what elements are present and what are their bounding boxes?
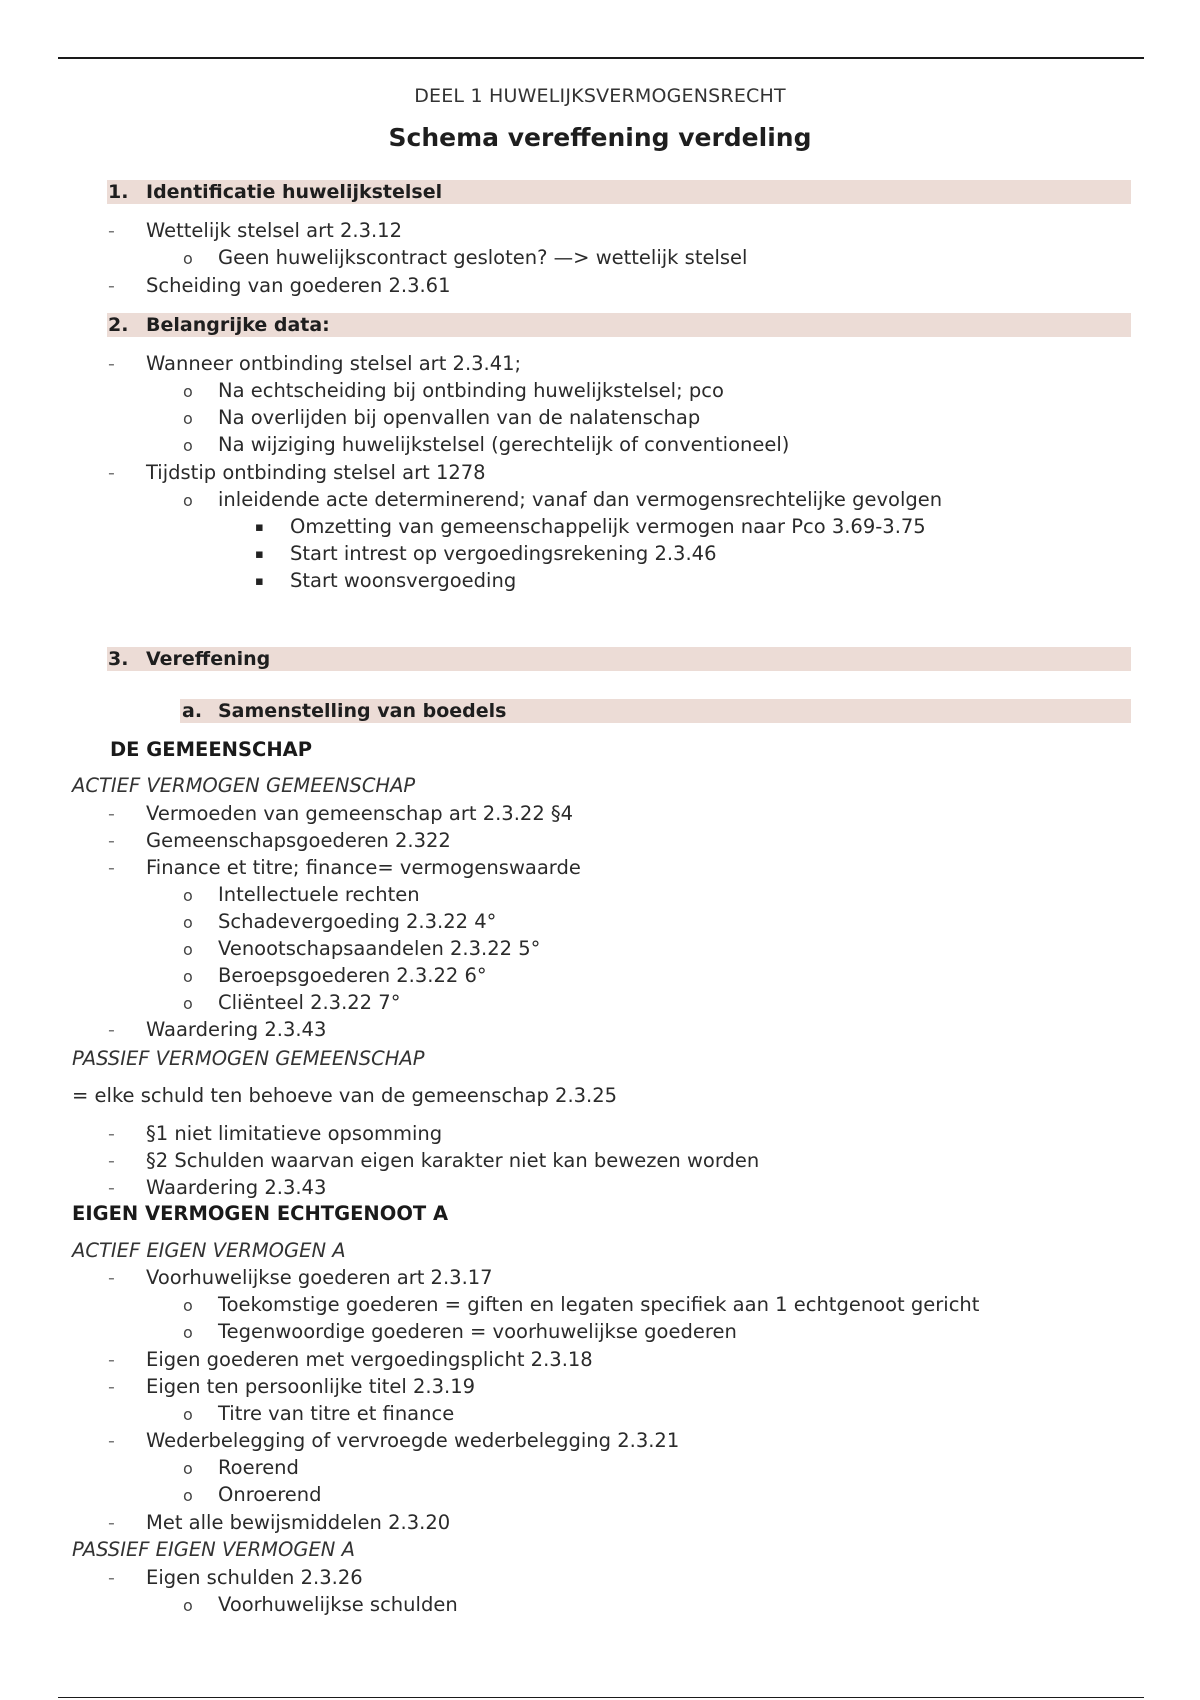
list-item: Start intrest op vergoedingsrekening 2.3.46 [290,542,717,565]
list-item: Met alle bewijsmiddelen 2.3.20 [146,1511,451,1534]
list-item: Wanneer ontbinding stelsel art 2.3.41; [146,352,522,375]
list-item: Start woonsvergoeding [290,569,517,592]
list-item: Beroepsgoederen 2.3.22 6° [218,964,487,987]
dash-marker: - [108,857,115,879]
list-item: Geen huwelijkscontract gesloten? —> wettelijk stelsel [218,246,748,269]
circle-bullet-icon: o [183,886,193,905]
dash-marker: - [108,1019,115,1041]
list-item: Onroerend [218,1483,322,1506]
list-item: Toekomstige goederen = giften en legaten specifiek aan 1 echtgenoot gericht [218,1293,980,1316]
circle-bullet-icon: o [183,994,193,1013]
circle-bullet-icon: o [183,967,193,986]
dash-marker: - [108,1123,115,1145]
list-item: Eigen schulden 2.3.26 [146,1566,363,1589]
dash-marker: - [108,1177,115,1199]
list-item: Eigen goederen met vergoedingsplicht 2.3.18 [146,1348,593,1371]
list-item: Venootschapsaandelen 2.3.22 5° [218,937,541,960]
list-item: Waardering 2.3.43 [146,1176,327,1199]
list-item: Omzetting van gemeenschappelijk vermogen naar Pco 3.69-3.75 [290,515,926,538]
bottom-rule [58,1697,1144,1698]
list-item: Waardering 2.3.43 [146,1018,327,1041]
circle-bullet-icon: o [183,913,193,932]
list-item: inleidende acte determinerend; vanaf dan vermogensrechtelijke gevolgen [218,488,943,511]
circle-bullet-icon: o [183,382,193,401]
circle-bullet-icon: o [183,409,193,428]
list-item: Schadevergoeding 2.3.22 4° [218,910,497,933]
document-title: Schema vereffening verdeling [388,123,812,152]
list-item: §1 niet limitatieve opsomming [146,1122,443,1145]
subsection-a-number: a. [182,700,203,722]
dash-marker: - [108,1150,115,1172]
dash-marker: - [108,220,115,242]
list-item: Titre van titre et finance [218,1402,455,1425]
passief-eigen-a-heading: PASSIEF EIGEN VERMOGEN A [72,1538,355,1561]
section-2-title: Belangrijke data: [146,314,330,336]
actief-eigen-a-heading: ACTIEF EIGEN VERMOGEN A [72,1239,346,1262]
dash-marker: - [108,830,115,852]
list-item: Voorhuwelijkse schulden [218,1593,458,1616]
top-rule [58,57,1144,59]
circle-bullet-icon: o [183,249,193,268]
dash-marker: - [108,1349,115,1371]
list-item: Vermoeden van gemeenschap art 2.3.22 §4 [146,802,574,825]
list-item: §2 Schulden waarvan eigen karakter niet kan bewezen worden [146,1149,760,1172]
section-3-title: Vereffening [146,648,271,670]
dash-marker: - [108,353,115,375]
subsection-a-title: Samenstelling van boedels [218,700,507,722]
circle-bullet-icon: o [183,1596,193,1615]
dash-marker: - [108,1376,115,1398]
dash-marker: - [108,275,115,297]
circle-bullet-icon: o [183,491,193,510]
list-item: Eigen ten persoonlijke titel 2.3.19 [146,1375,476,1398]
circle-bullet-icon: o [183,1296,193,1315]
list-item: Na wijziging huwelijkstelsel (gerechtelijk of conventioneel) [218,433,790,456]
list-item: Na echtscheiding bij ontbinding huwelijkstelsel; pco [218,379,724,402]
section-1-number: 1. [108,181,129,203]
gemeenschap-heading: DE GEMEENSCHAP [110,738,313,761]
circle-bullet-icon: o [183,436,193,455]
list-item: Intellectuele rechten [218,883,420,906]
circle-bullet-icon: o [183,1486,193,1505]
circle-bullet-icon: o [183,940,193,959]
list-item: Tijdstip ontbinding stelsel art 1278 [146,461,486,484]
dash-marker: - [108,1267,115,1289]
list-item: Tegenwoordige goederen = voorhuwelijkse goederen [218,1320,737,1343]
dash-marker: - [108,1567,115,1589]
circle-bullet-icon: o [183,1323,193,1342]
square-bullet-icon: ▪ [255,547,264,562]
dash-marker: - [108,803,115,825]
list-item: Cliënteel 2.3.22 7° [218,991,401,1014]
passief-intro: = elke schuld ten behoeve van de gemeenschap 2.3.25 [72,1084,618,1107]
list-item: Roerend [218,1456,299,1479]
dash-marker: - [108,1430,115,1452]
actief-gemeenschap-heading: ACTIEF VERMOGEN GEMEENSCHAP [72,774,416,797]
circle-bullet-icon: o [183,1459,193,1478]
list-item: Gemeenschapsgoederen 2.322 [146,829,451,852]
passief-gemeenschap-heading: PASSIEF VERMOGEN GEMEENSCHAP [72,1047,425,1070]
list-item: Finance et titre; finance= vermogenswaarde [146,856,581,879]
list-item: Voorhuwelijkse goederen art 2.3.17 [146,1266,493,1289]
section-2-number: 2. [108,314,129,336]
square-bullet-icon: ▪ [255,520,264,535]
list-item: Wederbelegging of vervroegde wederbelegging 2.3.21 [146,1429,680,1452]
list-item: Scheiding van goederen 2.3.61 [146,274,451,297]
circle-bullet-icon: o [183,1405,193,1424]
dash-marker: - [108,1512,115,1534]
section-1-title: Identificatie huwelijkstelsel [146,181,443,203]
section-3-number: 3. [108,648,129,670]
dash-marker: - [108,462,115,484]
part-title: DEEL 1 HUWELIJKSVERMOGENSRECHT [414,85,786,107]
square-bullet-icon: ▪ [255,574,264,589]
list-item: Wettelijk stelsel art 2.3.12 [146,219,402,242]
list-item: Na overlijden bij openvallen van de nalatenschap [218,406,701,429]
eigen-vermogen-a-heading: EIGEN VERMOGEN ECHTGENOOT A [72,1202,449,1225]
